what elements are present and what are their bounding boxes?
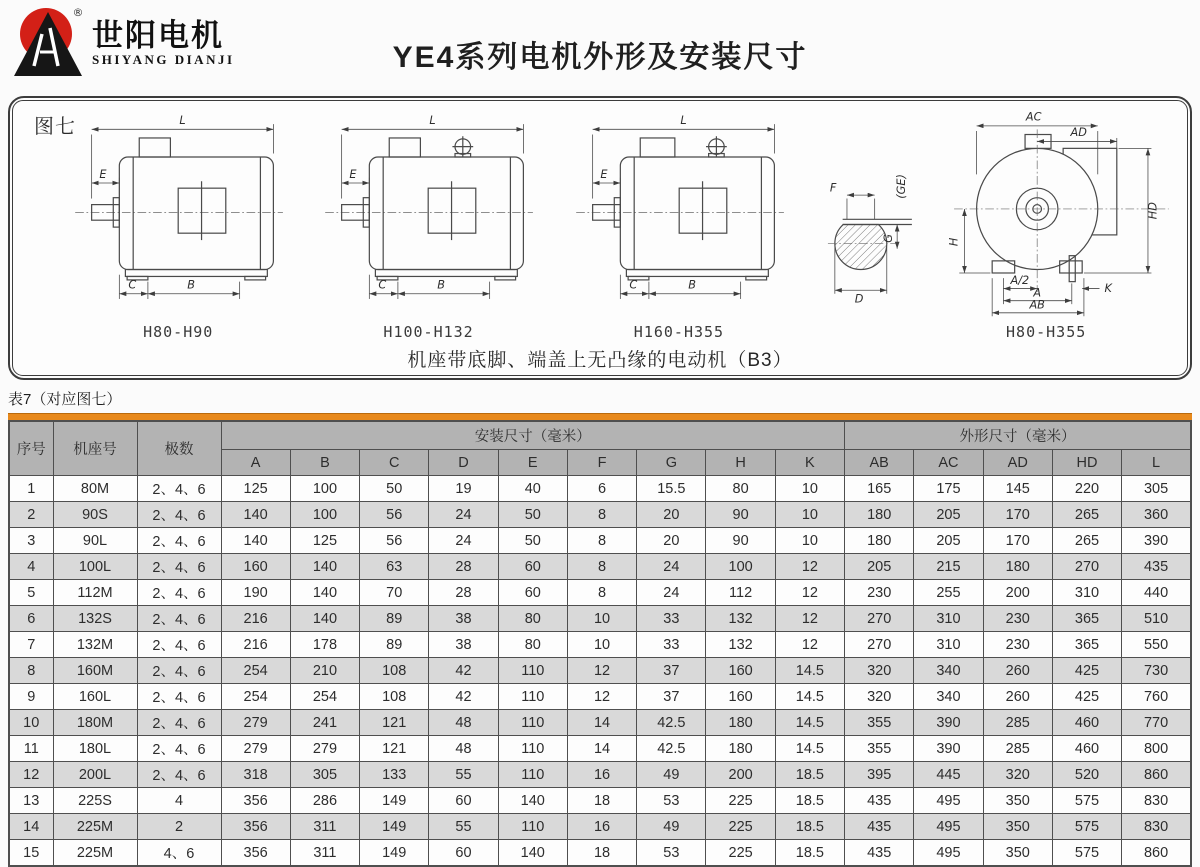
- brand-name-cn: 世阳电机: [92, 17, 224, 53]
- table-row: 7 132M 2、4、6 216 178 89 38 80 10 33 132 12 270 310 230 365 550: [9, 632, 1191, 658]
- col-header: AB: [845, 450, 914, 476]
- col-header-poles: 极数: [137, 421, 221, 476]
- figure-label: 图七: [34, 116, 76, 138]
- dim-B: B: [688, 278, 696, 292]
- table-grouphead-row: [9, 421, 1191, 450]
- col-header: A: [221, 450, 290, 476]
- col-header: C: [360, 450, 429, 476]
- motor-front-view-group: [821, 112, 1176, 341]
- dim-C: C: [128, 278, 137, 292]
- dimensions-table: [8, 420, 1192, 867]
- dim-D: D: [854, 292, 864, 306]
- drawing-caption: H100-H132: [383, 323, 474, 341]
- dim-HD: HD: [1146, 202, 1160, 220]
- dim-K: K: [1104, 282, 1113, 296]
- table-row: 14 225M 2 356 311 149 55 110 16 49 225 18.5 435 495 350 575 830: [9, 814, 1191, 840]
- col-header-seq: 序号: [9, 421, 53, 476]
- dim-C: C: [629, 278, 637, 292]
- table-row: 1 80M 2、4、6 125 100 50 19 40 6 15.5 80 10 165 175 145 220 305: [9, 476, 1191, 502]
- col-header: E: [498, 450, 567, 476]
- dim-E: E: [349, 167, 357, 181]
- col-header-frame: 机座号: [53, 421, 137, 476]
- table-row: 9 160L 2、4、6 254 254 108 42 110 12 37 160 14.5 320 340 260 425 760: [9, 684, 1191, 710]
- col-group-outline: 外形尺寸（毫米）: [845, 421, 1191, 450]
- col-header: L: [1122, 450, 1191, 476]
- motor-side-view-drawing: [320, 112, 536, 318]
- drawings-row: [70, 112, 1176, 348]
- col-header: H: [706, 450, 775, 476]
- table-row: 10 180M 2、4、6 279 241 121 48 110 14 42.5 180 14.5 355 390 285 460 770: [9, 710, 1191, 736]
- dim-L: L: [680, 114, 687, 128]
- drawing-caption: H160-H355: [633, 323, 725, 341]
- dim-L: L: [429, 114, 437, 128]
- table-row: 13 225S 4 356 286 149 60 140 18 53 225 18.5 435 495 350 575 830: [9, 788, 1191, 814]
- col-header: F: [567, 450, 636, 476]
- shaft-section-drawing: [821, 112, 916, 318]
- drawing-caption: H80-H90: [143, 323, 214, 341]
- motor-side-view-drawing: [70, 112, 286, 318]
- registered-mark: ®: [72, 6, 84, 19]
- figure-caption: 机座带底脚、端盖上无凸缘的电动机（B3）: [407, 350, 793, 371]
- dim-AD: AD: [1070, 126, 1088, 140]
- table-row: 5 112M 2、4、6 190 140 70 28 60 8 24 112 12 230 255 200 310 440: [9, 580, 1191, 606]
- dim-L: L: [179, 114, 186, 128]
- col-header: AC: [914, 450, 983, 476]
- page-header: [0, 0, 1200, 96]
- dim-A2: A/2: [1010, 274, 1030, 288]
- drawing-caption: H80-H355: [1006, 323, 1087, 341]
- col-group-install: 安装尺寸（毫米）: [221, 421, 845, 450]
- table-row: 2 90S 2、4、6 140 100 56 24 50 8 20 90 10 180 205 170 265 360: [9, 502, 1191, 528]
- table-row: 11 180L 2、4、6 279 279 121 48 110 14 42.5 180 14.5 355 390 285 460 800: [9, 736, 1191, 762]
- table-row: 12 200L 2、4、6 318 305 133 55 110 16 49 200 18.5 395 445 320 520 860: [9, 762, 1191, 788]
- col-header: B: [290, 450, 359, 476]
- dim-B: B: [187, 278, 196, 292]
- dim-C: C: [378, 278, 387, 292]
- dim-E: E: [99, 167, 107, 181]
- col-header: K: [775, 450, 844, 476]
- dim-E: E: [600, 167, 608, 181]
- page-title: YE4系列电机外形及安装尺寸: [392, 41, 808, 74]
- motor-side-view-h100-h132: [320, 112, 536, 341]
- col-header: G: [637, 450, 706, 476]
- motor-side-view-drawing: [571, 112, 787, 318]
- dim-G: G: [882, 234, 896, 243]
- col-header: AD: [983, 450, 1052, 476]
- brand-name-en: SHIYANG DIANJI: [92, 52, 235, 68]
- table-accent-bar: [8, 413, 1192, 420]
- figure-panel: [8, 96, 1192, 380]
- table-label: 表7（对应图七）: [8, 391, 122, 408]
- table-row: 6 132S 2、4、6 216 140 89 38 80 10 33 132 12 270 310 230 365 510: [9, 606, 1191, 632]
- dim-H: H: [947, 237, 961, 247]
- dim-AC: AC: [1026, 112, 1042, 124]
- table-row: 3 90L 2、4、6 140 125 56 24 50 8 20 90 10 180 205 170 265 390: [9, 528, 1191, 554]
- dim-GE: (GE): [895, 174, 909, 199]
- col-header: HD: [1052, 450, 1121, 476]
- table-body: [9, 476, 1191, 867]
- motor-side-view-h160-h355: [571, 112, 787, 341]
- table-row: 4 100L 2、4、6 160 140 63 28 60 8 24 100 12 205 215 180 270 435: [9, 554, 1191, 580]
- motor-front-view-h80-h355: [916, 112, 1176, 341]
- dim-F: F: [829, 181, 837, 195]
- table-row: 15 225M 4、6 356 311 149 60 140 18 53 225 18.5 435 495 350 575 860: [9, 840, 1191, 867]
- motor-front-view-drawing: [916, 112, 1176, 318]
- dim-A: A: [1033, 286, 1042, 300]
- dim-AB: AB: [1029, 298, 1046, 312]
- table-row: 8 160M 2、4、6 254 210 108 42 110 12 37 160 14.5 320 340 260 425 730: [9, 658, 1191, 684]
- dim-B: B: [437, 278, 446, 292]
- col-header: D: [429, 450, 498, 476]
- motor-side-view-h80-h90: [70, 112, 286, 341]
